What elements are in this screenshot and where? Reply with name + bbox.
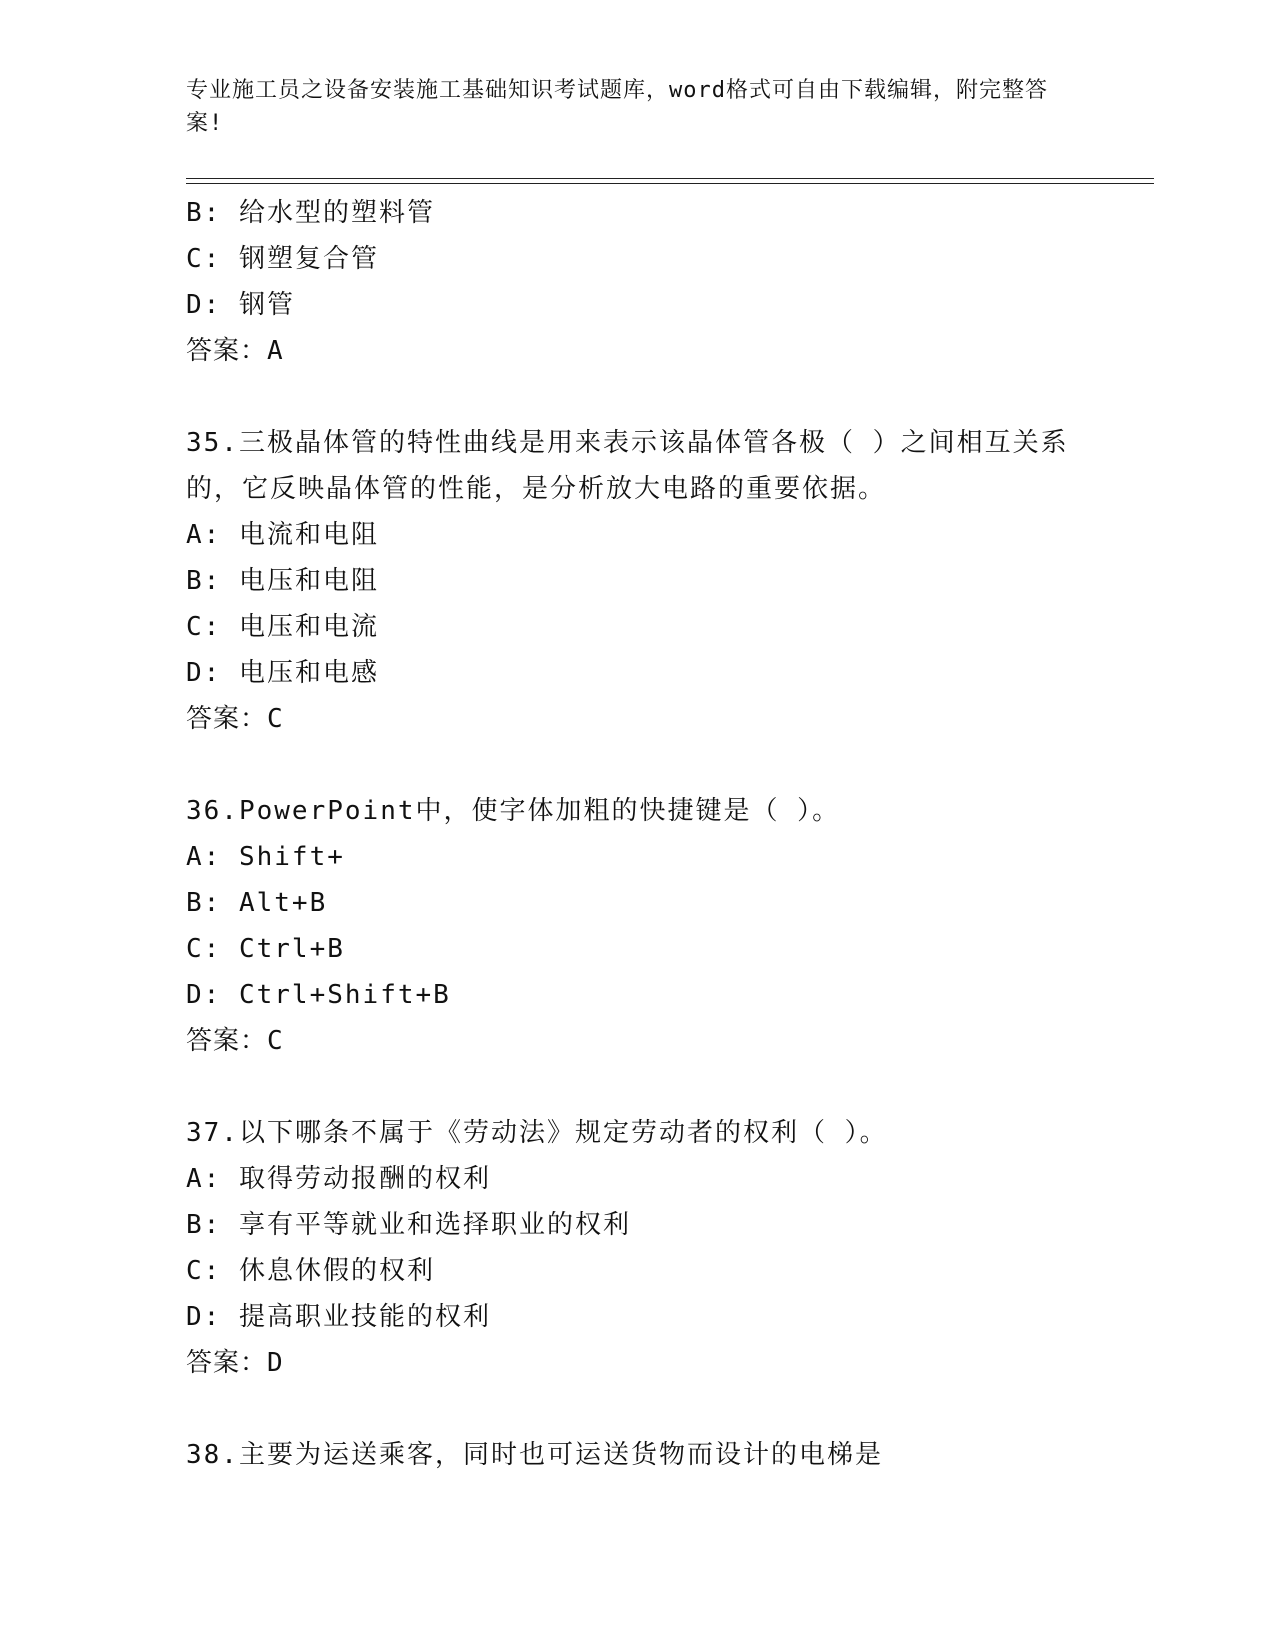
option-letter: D: — [186, 658, 222, 688]
option-letter: A: — [186, 1164, 222, 1194]
option-text: 电压和电流 — [238, 612, 379, 642]
question-stem — [186, 1432, 1086, 1478]
question-stem — [186, 1110, 1086, 1156]
question-34-continuation — [186, 190, 1086, 374]
option-b — [186, 880, 1086, 926]
option-c — [186, 926, 1086, 972]
option-b — [186, 558, 1086, 604]
question-stem — [186, 420, 1086, 512]
document-body — [186, 190, 1086, 1478]
option-text: 提高职业技能的权利 — [238, 1302, 491, 1332]
option-c — [186, 1248, 1086, 1294]
header-rule-top — [186, 178, 1154, 179]
question-number: 36. — [186, 796, 239, 826]
answer-value: D — [267, 1348, 284, 1378]
option-letter: D: — [186, 980, 222, 1010]
option-letter: C: — [186, 244, 222, 274]
option-text: Ctrl+Shift+B — [238, 980, 451, 1010]
question-35 — [186, 420, 1086, 742]
question-text: 以下哪条不属于《劳动法》规定劳动者的权利（ ）。 — [238, 1118, 888, 1148]
option-letter: A: — [186, 842, 222, 872]
option-text: 钢塑复合管 — [238, 244, 379, 274]
option-letter: B: — [186, 566, 222, 596]
option-b — [186, 190, 1086, 236]
option-letter: B: — [186, 1210, 222, 1240]
option-text: 取得劳动报酬的权利 — [238, 1164, 491, 1194]
question-number: 35. — [186, 428, 239, 458]
header-rule-bottom — [186, 183, 1154, 184]
option-text: Shift+ — [238, 842, 345, 872]
answer-label: 答案： — [186, 1026, 268, 1056]
question-36 — [186, 788, 1086, 1064]
option-letter: D: — [186, 1302, 222, 1332]
option-text: 休息休假的权利 — [238, 1256, 435, 1286]
option-d — [186, 282, 1086, 328]
option-a — [186, 834, 1086, 880]
answer-line — [186, 328, 1086, 374]
option-text: 电压和电阻 — [238, 566, 379, 596]
answer-value: A — [267, 336, 284, 366]
option-letter: C: — [186, 612, 222, 642]
option-letter: C: — [186, 1256, 222, 1286]
option-b — [186, 1202, 1086, 1248]
option-text: 电流和电阻 — [238, 520, 379, 550]
option-letter: B: — [186, 888, 222, 918]
question-number: 37. — [186, 1118, 239, 1148]
question-37 — [186, 1110, 1086, 1386]
question-text: 主要为运送乘客，同时也可运送货物而设计的电梯是 — [238, 1440, 883, 1470]
option-a — [186, 1156, 1086, 1202]
answer-line — [186, 696, 1086, 742]
option-text: 给水型的塑料管 — [238, 198, 435, 228]
option-letter: D: — [186, 290, 222, 320]
answer-label: 答案： — [186, 704, 268, 734]
option-text: 享有平等就业和选择职业的权利 — [238, 1210, 631, 1240]
option-text: Alt+B — [238, 888, 328, 918]
header-title: 专业施工员之设备安装施工基础知识考试题库，word格式可自由下载编辑，附完整答案! — [186, 78, 1048, 136]
question-stem — [186, 788, 1086, 834]
option-d — [186, 1294, 1086, 1340]
document-header — [186, 74, 1066, 140]
option-d — [186, 650, 1086, 696]
question-number: 38. — [186, 1440, 239, 1470]
option-d — [186, 972, 1086, 1018]
question-text: PowerPoint中，使字体加粗的快捷键是（ ）。 — [238, 796, 841, 826]
answer-line — [186, 1340, 1086, 1386]
option-a — [186, 512, 1086, 558]
option-text: 钢管 — [238, 290, 295, 320]
option-c — [186, 236, 1086, 282]
question-38 — [186, 1432, 1086, 1478]
answer-value: C — [267, 1026, 284, 1056]
option-letter: A: — [186, 520, 222, 550]
option-letter: B: — [186, 198, 222, 228]
question-text: 三极晶体管的特性曲线是用来表示该晶体管各极（ ）之间相互关系的，它反映晶体管的性能，是分析放大电路的重要依据。 — [186, 428, 1069, 504]
answer-label: 答案： — [186, 1348, 268, 1378]
option-letter: C: — [186, 934, 222, 964]
answer-label: 答案： — [186, 336, 268, 366]
option-c — [186, 604, 1086, 650]
option-text: 电压和电感 — [238, 658, 379, 688]
answer-value: C — [267, 704, 284, 734]
answer-line — [186, 1018, 1086, 1064]
option-text: Ctrl+B — [238, 934, 345, 964]
